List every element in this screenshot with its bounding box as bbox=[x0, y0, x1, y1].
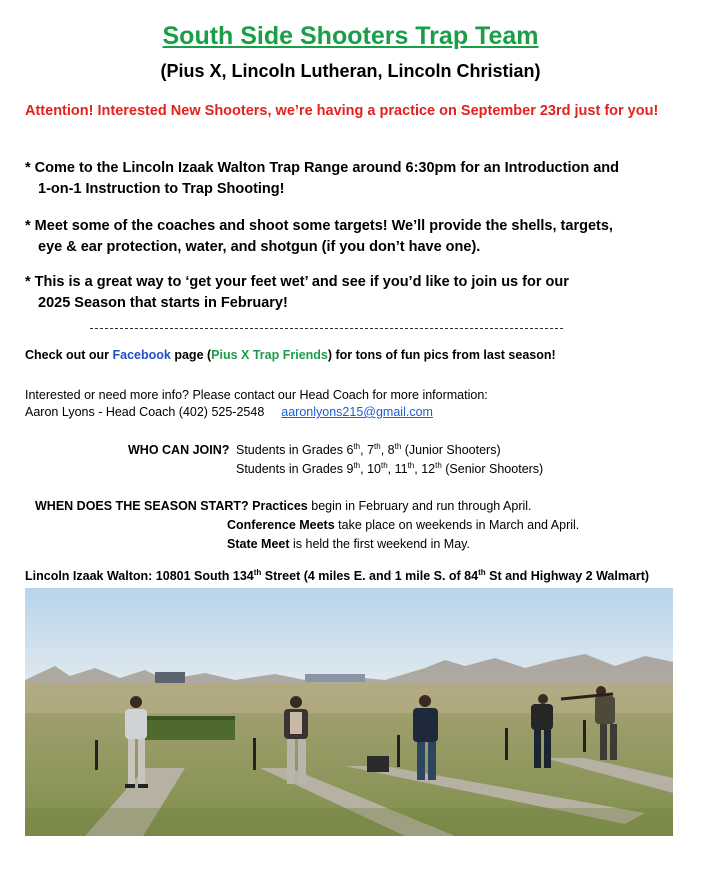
coach-name: Aaron Lyons - Head Coach (402) 525-2548 bbox=[25, 405, 265, 419]
location-address: Lincoln Izaak Walton: 10801 South 134th Street (4 miles E. and 1 mile S. of 84th St and Highway 2 Walmart) bbox=[25, 567, 650, 583]
page-subtitle: (Pius X, Lincoln Lutheran, Lincoln Christian) bbox=[160, 61, 541, 81]
who-senior: Students in Grades 9th, 10th, 11th, 12th (Senior Shooters) bbox=[236, 460, 544, 476]
social-suffix: ) for tons of fun pics from last season! bbox=[327, 348, 556, 362]
bullet-line: * Come to the Lincoln Izaak Walton Trap Range around 6:30pm for an Introduction and bbox=[25, 160, 620, 176]
divider bbox=[90, 328, 563, 329]
bullet-line: * Meet some of the coaches and shoot some targets! We’ll provide the shells, targets, bbox=[25, 218, 613, 234]
season-practices: WHEN DOES THE SEASON START? Practices begin in February and run through April. bbox=[35, 499, 532, 513]
bullet-line: 1-on-1 Instruction to Trap Shooting! bbox=[38, 181, 285, 197]
trap-range-photo bbox=[25, 588, 673, 836]
bullet-season bbox=[25, 272, 675, 314]
season-conference: Conference Meets take place on weekends in March and April. bbox=[227, 518, 580, 532]
bullet-coaches bbox=[25, 216, 675, 258]
contact-block bbox=[25, 387, 488, 421]
coach-info bbox=[25, 404, 488, 421]
who-junior: Students in Grades 6th, 7th, 8th (Junior Shooters) bbox=[236, 441, 501, 457]
bullet-intro bbox=[25, 158, 675, 200]
bullet-line: * This is a great way to ‘get your feet wet’ and see if you’d like to join us for our bbox=[25, 274, 569, 290]
facebook-link[interactable]: Facebook bbox=[112, 348, 171, 362]
contact-intro: Interested or need more info? Please contact our Head Coach for more information: bbox=[25, 388, 488, 402]
bullet-line: 2025 Season that starts in February! bbox=[38, 295, 288, 311]
coach-email-link[interactable]: aaronlyons215@gmail.com bbox=[281, 405, 433, 419]
social-prefix: Check out our bbox=[25, 348, 113, 362]
bullet-line: eye & ear protection, water, and shotgun (if you don’t have one). bbox=[38, 239, 481, 255]
who-label: WHO CAN JOIN? bbox=[128, 443, 230, 457]
attention-notice: Attention! Interested New Shooters, we’re having a practice on September 23rd just for you! bbox=[25, 103, 659, 119]
social-line bbox=[25, 347, 556, 364]
season-state: State Meet is held the first weekend in May. bbox=[227, 537, 470, 551]
facebook-group-link[interactable]: Pius X Trap Friends bbox=[211, 348, 328, 362]
page-title: South Side Shooters Trap Team bbox=[162, 22, 539, 50]
social-page-text: page ( bbox=[170, 348, 212, 362]
